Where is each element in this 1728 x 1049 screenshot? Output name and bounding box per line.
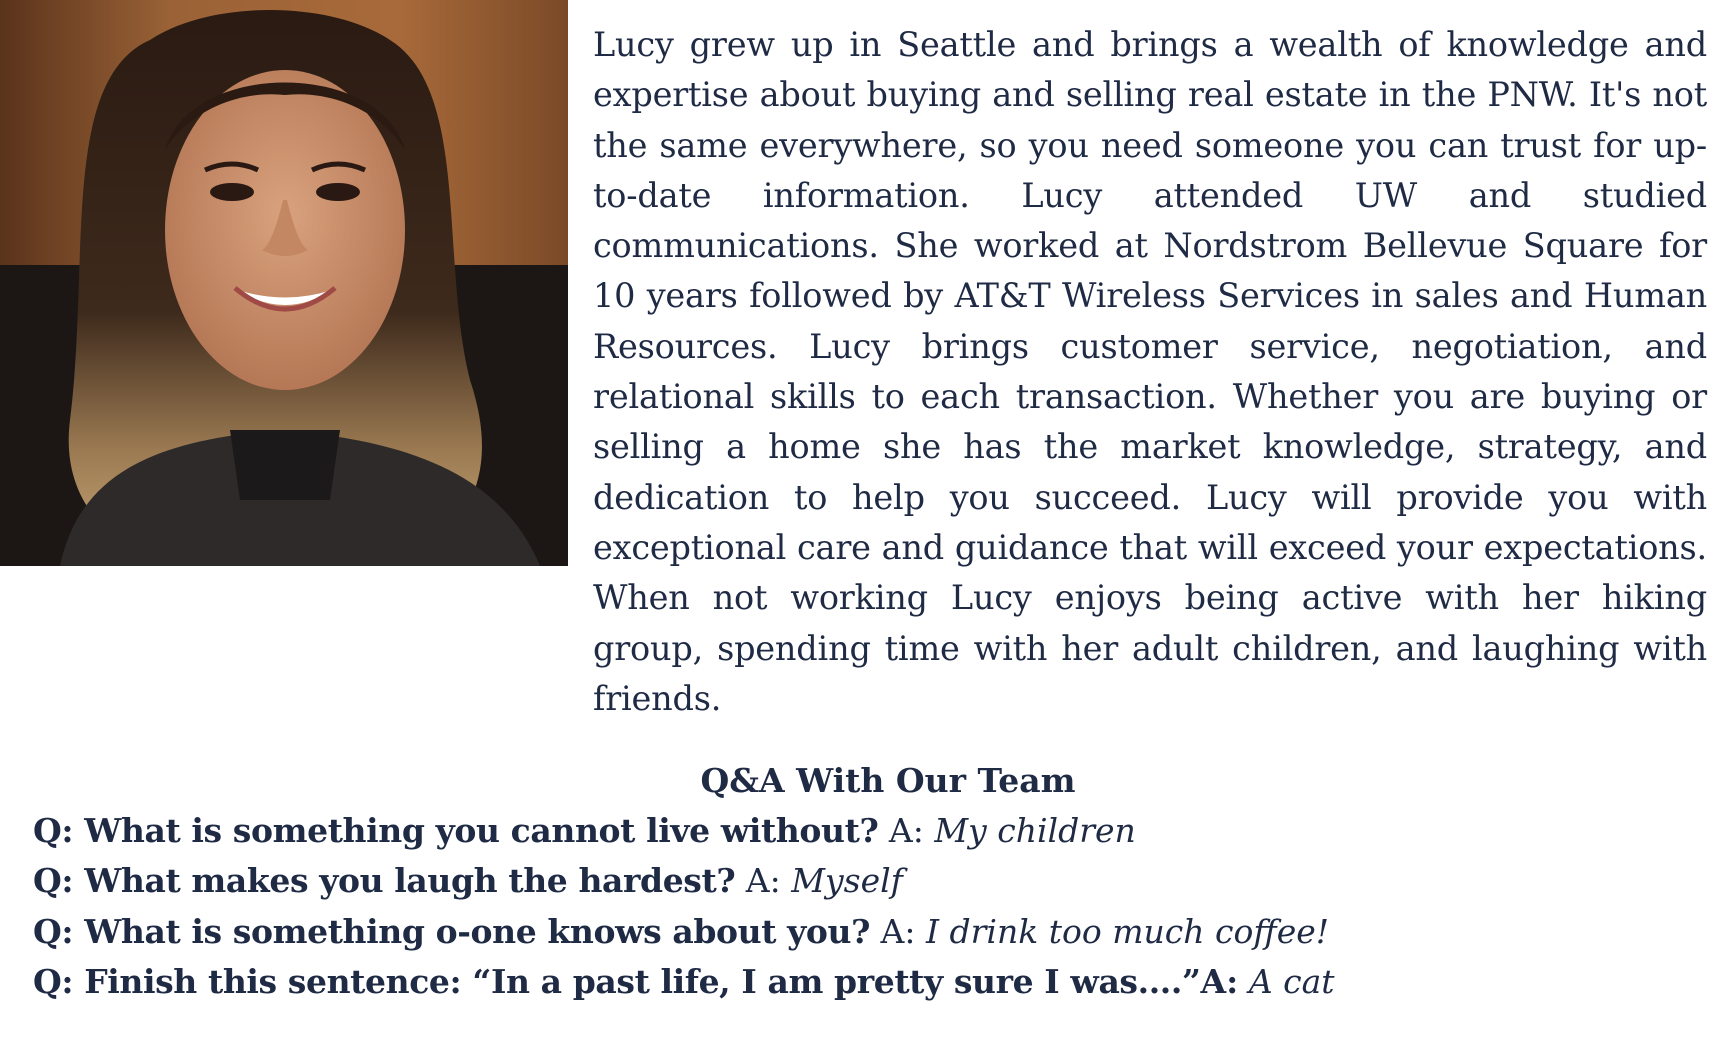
qa-list [33, 806, 1683, 1007]
qa-item [33, 806, 1683, 856]
qa-answer: A cat [1238, 961, 1335, 1001]
qa-answer: My children [923, 811, 1136, 850]
qa-question: Q: What makes you laugh the hardest? [33, 861, 736, 901]
qa-answer: I drink too much coffee! [915, 911, 1330, 951]
bio-text: Lucy grew up in Seattle and brings a wealth of knowledge and expertise about buying and selling real estate in the PNW. It's not the same everywhere, so you need someone you can trust for up-to-date information. Lucy attended UW and studied communications. She worked at Nordstrom Bellevue Square for 10 years followed by AT&T Wireless Services in sales and Human Resources. Lucy brings customer service, negotiation, and relational skills to each transaction. Whether you are buying or selling a home she has the market knowledge, strategy, and dedication to help you succeed. Lucy will provide you with exceptional care and guidance that will exceed your expectations. When not working Lucy enjoys being active with her hiking group, spending time with her adult children, and laughing with friends. [593, 25, 1707, 718]
qa-item [33, 856, 1683, 906]
qa-question: Q: What is something you cannot live without? [33, 811, 879, 850]
profile-photo [0, 0, 568, 566]
portrait-photo-icon [0, 0, 568, 566]
qa-item [33, 957, 1683, 1007]
qa-answer-label: A: [1200, 961, 1239, 1001]
qa-answer-label: A: [870, 911, 916, 951]
qa-question: Q: Finish this sentence: “In a past life, I am pretty sure I was....” [33, 961, 1201, 1001]
qa-heading: Q&A With Our Team [700, 761, 1076, 800]
qa-item [33, 907, 1683, 957]
qa-answer-label: A: [735, 861, 781, 901]
qa-question: Q: What is something o-one knows about you? [33, 911, 871, 951]
qa-answer: Myself [780, 861, 903, 901]
qa-answer-label: A: [878, 811, 924, 850]
